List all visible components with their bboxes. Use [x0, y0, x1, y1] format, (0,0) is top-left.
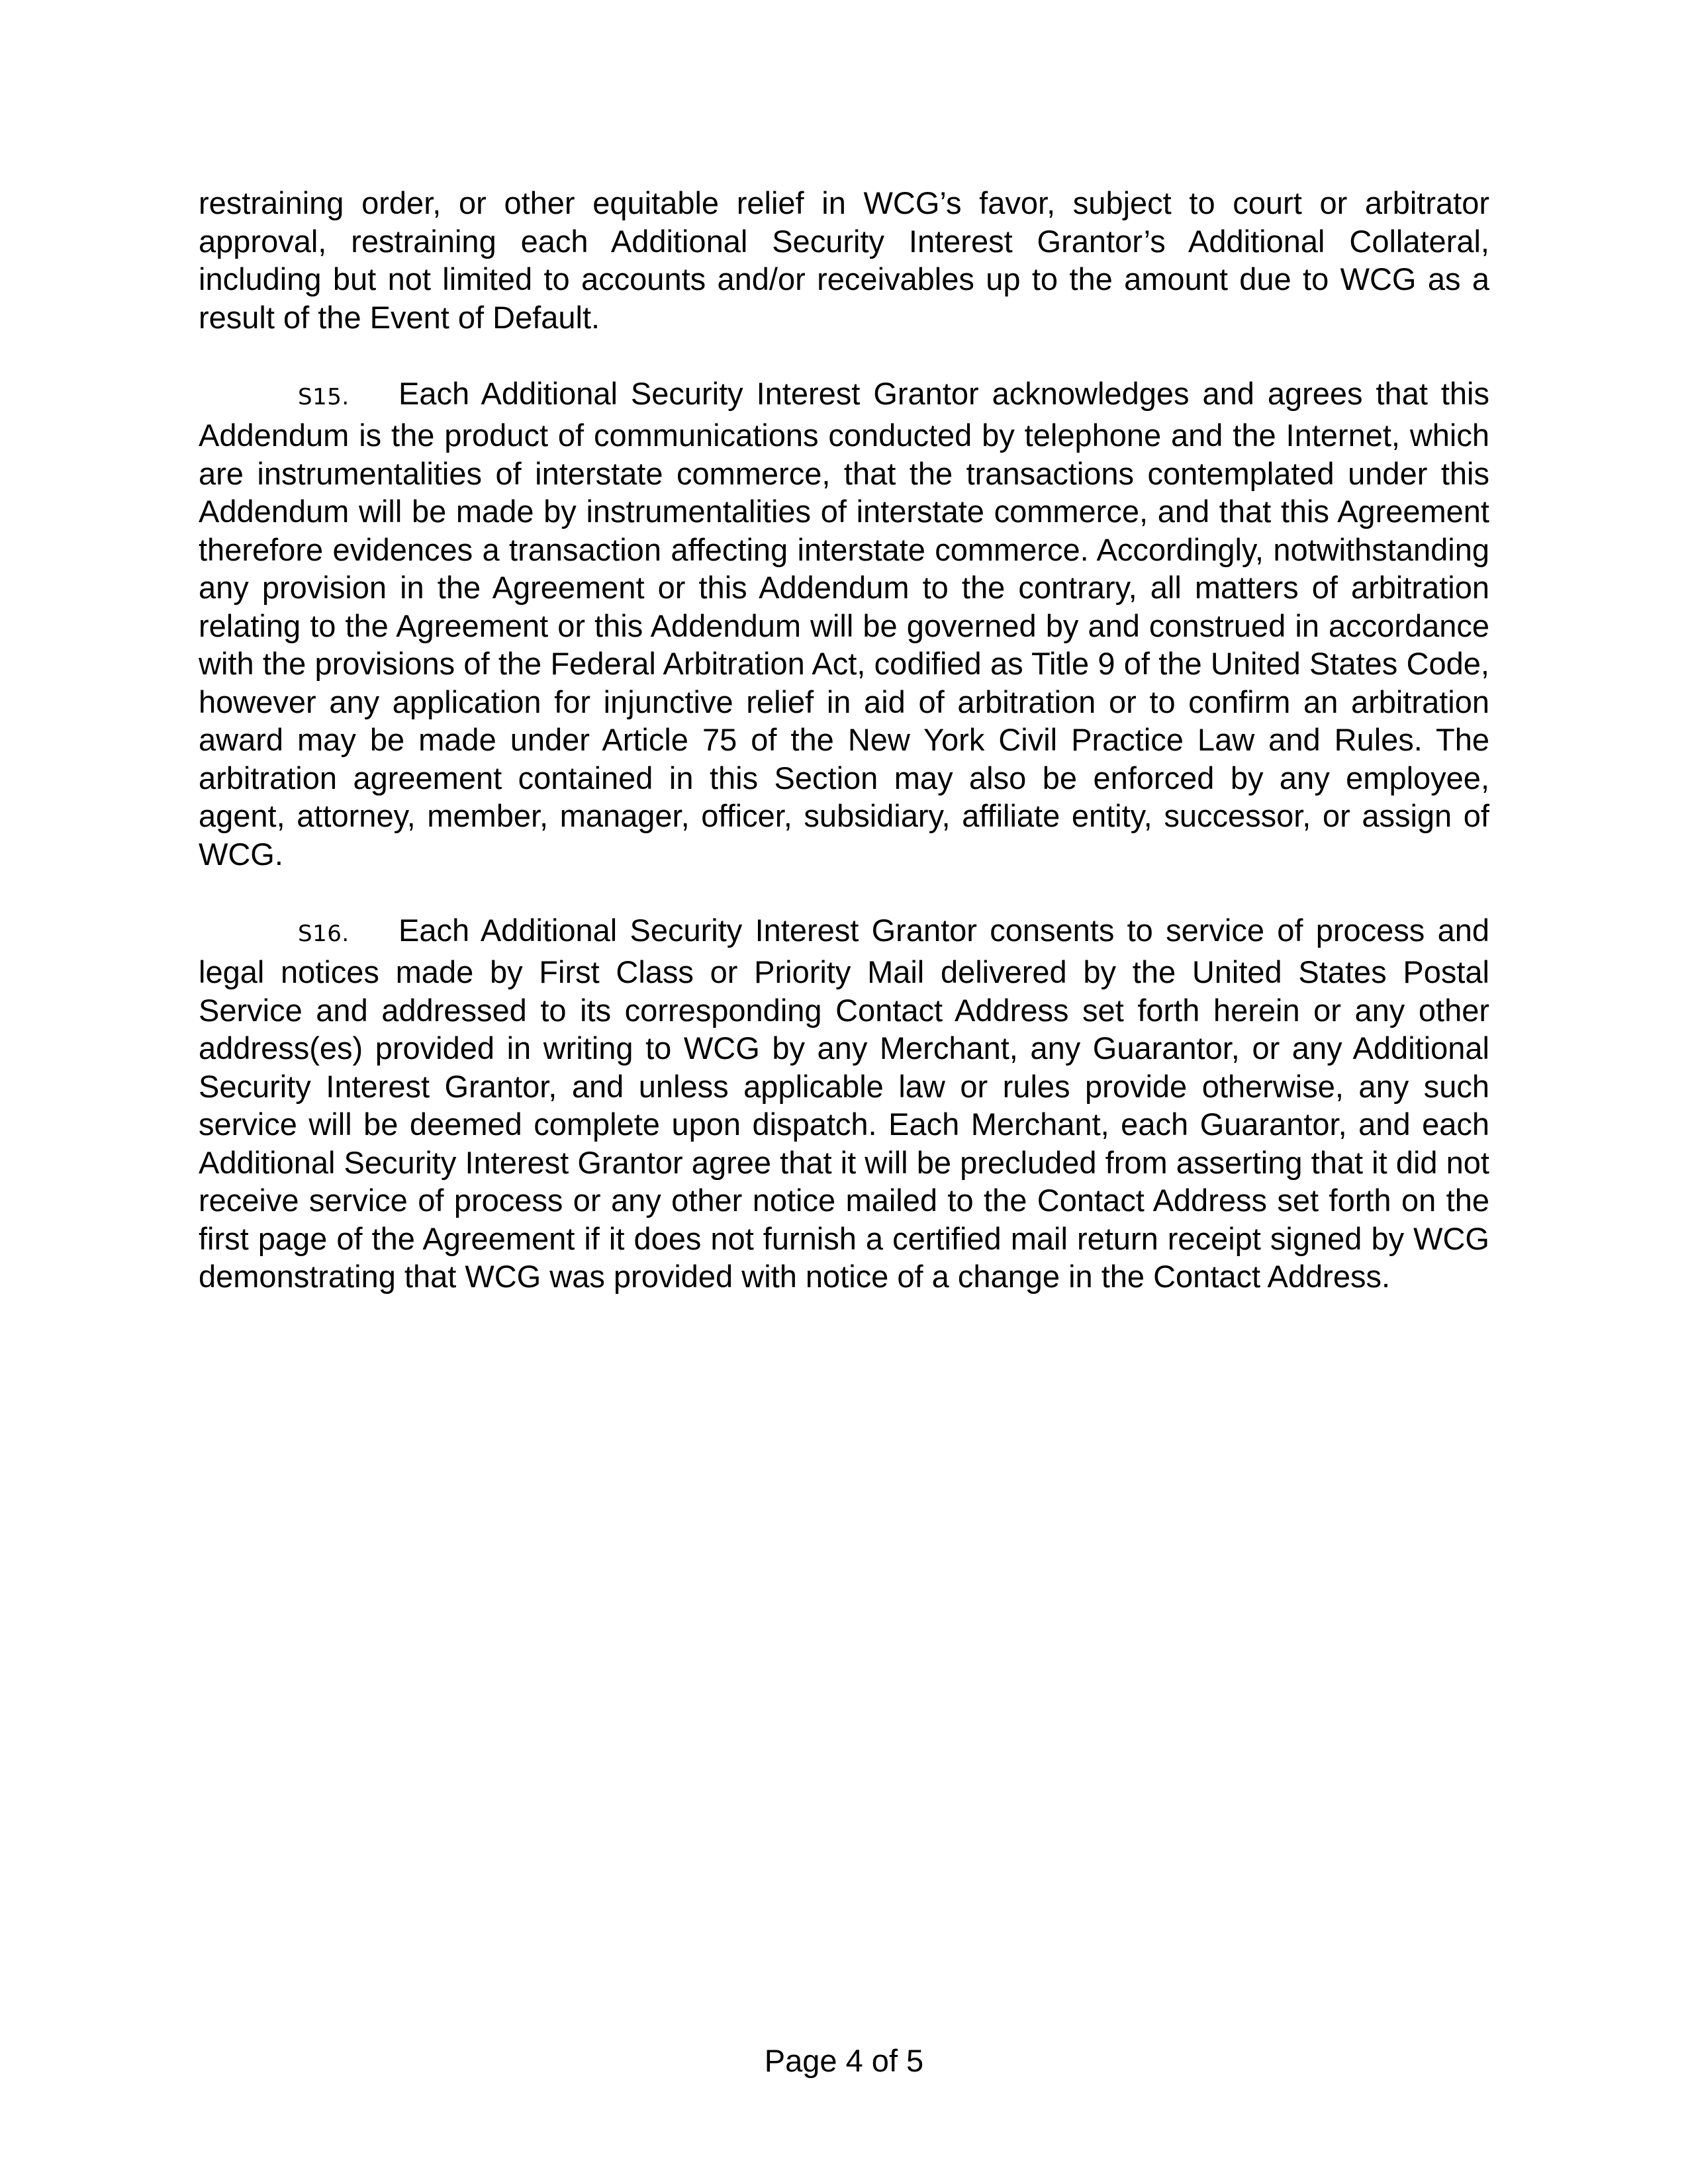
paragraph-number: S15. [298, 383, 350, 410]
paragraph-number: S16. [298, 920, 350, 947]
paragraph-text: Each Additional Security Interest Grantor consents to service of process and legal notices made by First Class or Priority Mail delivered by the United States Postal Service and addressed to its corresponding Contact Address set forth herein or any other address(es) provided in writing to WCG by any Merchant, any Guarantor, or any Additional Security Interest Grantor, and unless applicable law or rules provide otherwise, any such service will be deemed complete upon dispatch. Each Merchant, each Guarantor, and each Additional Security Interest Grantor agree that it will be precluded from asserting that it did not receive service of process or any other notice mailed to the Contact Address set forth on the first page of the Agreement if it does not furnish a certified mail return receipt signed by WCG demonstrating that WCG was provided with notice of a change in the Contact Address. [199, 912, 1489, 1294]
page-footer [0, 2042, 1688, 2079]
page-number: Page 4 of 5 [764, 2043, 924, 2078]
paragraph-s15 [199, 375, 1489, 874]
paragraph-text: restraining order, or other equitable relief in WCG’s favor, subject to court or arbitrator approval, restraining each Additional Security Interest Grantor’s Additional Collateral, including but not limited to accounts and/or receivables up to the amount due to WCG as a result of the Event of Default. [199, 185, 1489, 335]
paragraph-continuation [199, 184, 1489, 336]
paragraph-s16 [199, 911, 1489, 1296]
document-body [199, 184, 1489, 1334]
paragraph-text: Each Additional Security Interest Grantor acknowledges and agrees that this Addendum is the product of communications conducted by telephone and the Internet, which are instrumentalities of interstate commerce, that the transactions contemplated under this Addendum will be made by instrumentalities of interstate commerce, and that this Agreement therefore evidences a transaction affecting interstate commerce. Accordingly, notwithstanding any provision in the Agreement or this Addendum to the contrary, all matters of arbitration relating to the Agreement or this Addendum will be governed by and construed in accordance with the provisions of the Federal Arbitration Act, codified as Title 9 of the United States Code, however any application for injunctive relief in aid of arbitration or to confirm an arbitration award may be made under Article 75 of the New York Civil Practice Law and Rules. The arbitration agreement contained in this Section may also be enforced by any employee, agent, attorney, member, manager, officer, subsidiary, affiliate entity, successor, or assign of WCG. [199, 375, 1489, 872]
